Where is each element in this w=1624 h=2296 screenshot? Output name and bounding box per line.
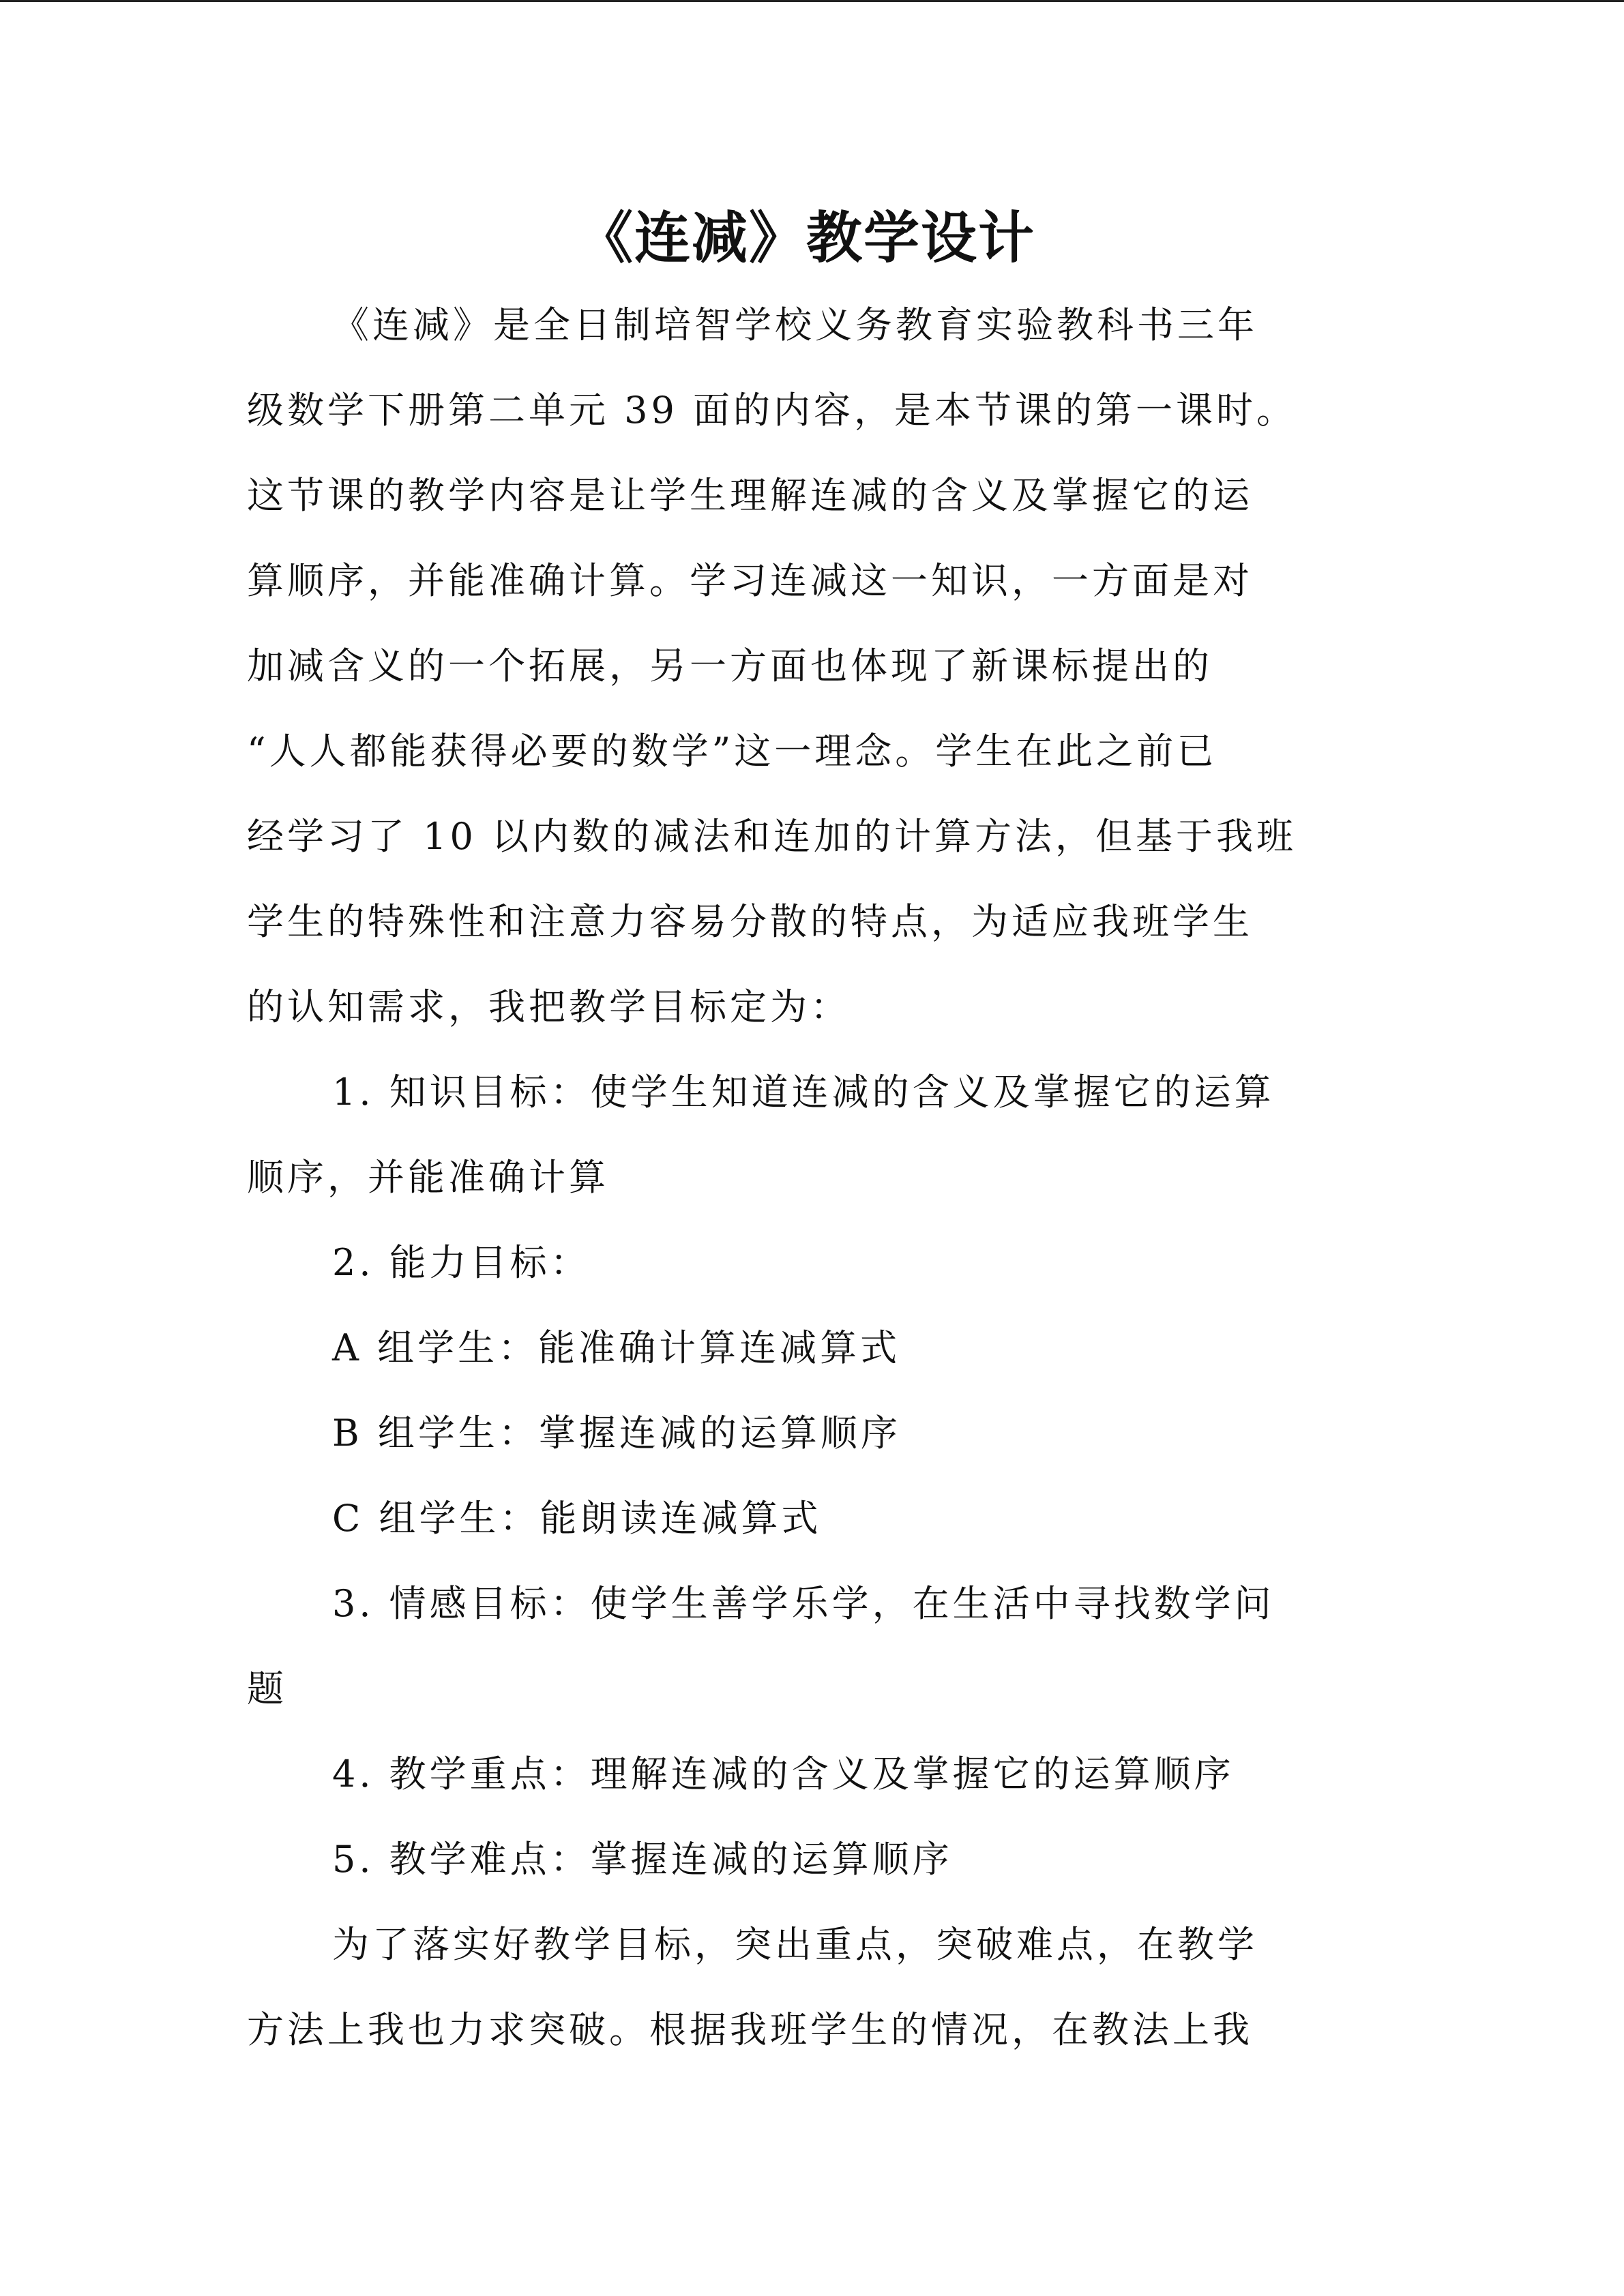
paragraph-line: 顺序，并能准确计算 [247,1156,609,1199]
goal-ability: 2. 能力目标： [332,1241,591,1284]
goal-emotion: 3. 情感目标：使学生善学乐学，在生活中寻找数学问 [332,1582,1275,1625]
paragraph-line: 学生的特殊性和注意力容易分散的特点，为适应我班学生 [247,900,1253,943]
document-page [247,198,1365,2072]
goal-knowledge: 1. 知识目标：使学生知道连减的含义及掌握它的运算 [332,1071,1275,1114]
paragraph-line: 为了落实好教学目标，突出重点，突破难点，在教学 [332,1923,1258,1966]
paragraph-line: 加减含义的一个拓展，另一方面也体现了新课标提出的 [247,644,1213,687]
group-b-goal: B 组学生：掌握连减的运算顺序 [332,1412,901,1455]
teaching-key-point: 4. 教学重点：理解连减的含义及掌握它的运算顺序 [332,1753,1235,1795]
group-a-goal: A 组学生：能准确计算连减算式 [332,1326,901,1369]
page-top-border [0,0,1624,2]
paragraph-line: “人人都能获得必要的数学”这一理念。学生在此之前已 [247,730,1217,773]
document-title: 《连减》教学设计 [576,206,1035,271]
document-body [247,282,1365,2072]
paragraph-line: 方法上我也力求突破。根据我班学生的情况，在教法上我 [247,2008,1253,2051]
paragraph-line: 经学习了 10 以内数的减法和连加的计算方法，但基于我班 [247,815,1297,858]
paragraph-line: 《连减》是全日制培智学校义务教育实验教科书三年 [332,303,1258,346]
paragraph-line: 算顺序，并能准确计算。学习连减这一知识，一方面是对 [247,559,1253,602]
paragraph-line: 的认知需求，我把教学目标定为： [247,985,851,1028]
paragraph-line: 级数学下册第二单元 39 面的内容，是本节课的第一课时。 [247,389,1297,432]
group-c-goal: C 组学生：能朗读连减算式 [332,1497,822,1540]
paragraph-line: 这节课的教学内容是让学生理解连减的含义及掌握它的运 [247,474,1253,517]
paragraph-line: 题 [247,1667,287,1710]
teaching-difficulty: 5. 教学难点：掌握连减的运算顺序 [332,1838,953,1881]
